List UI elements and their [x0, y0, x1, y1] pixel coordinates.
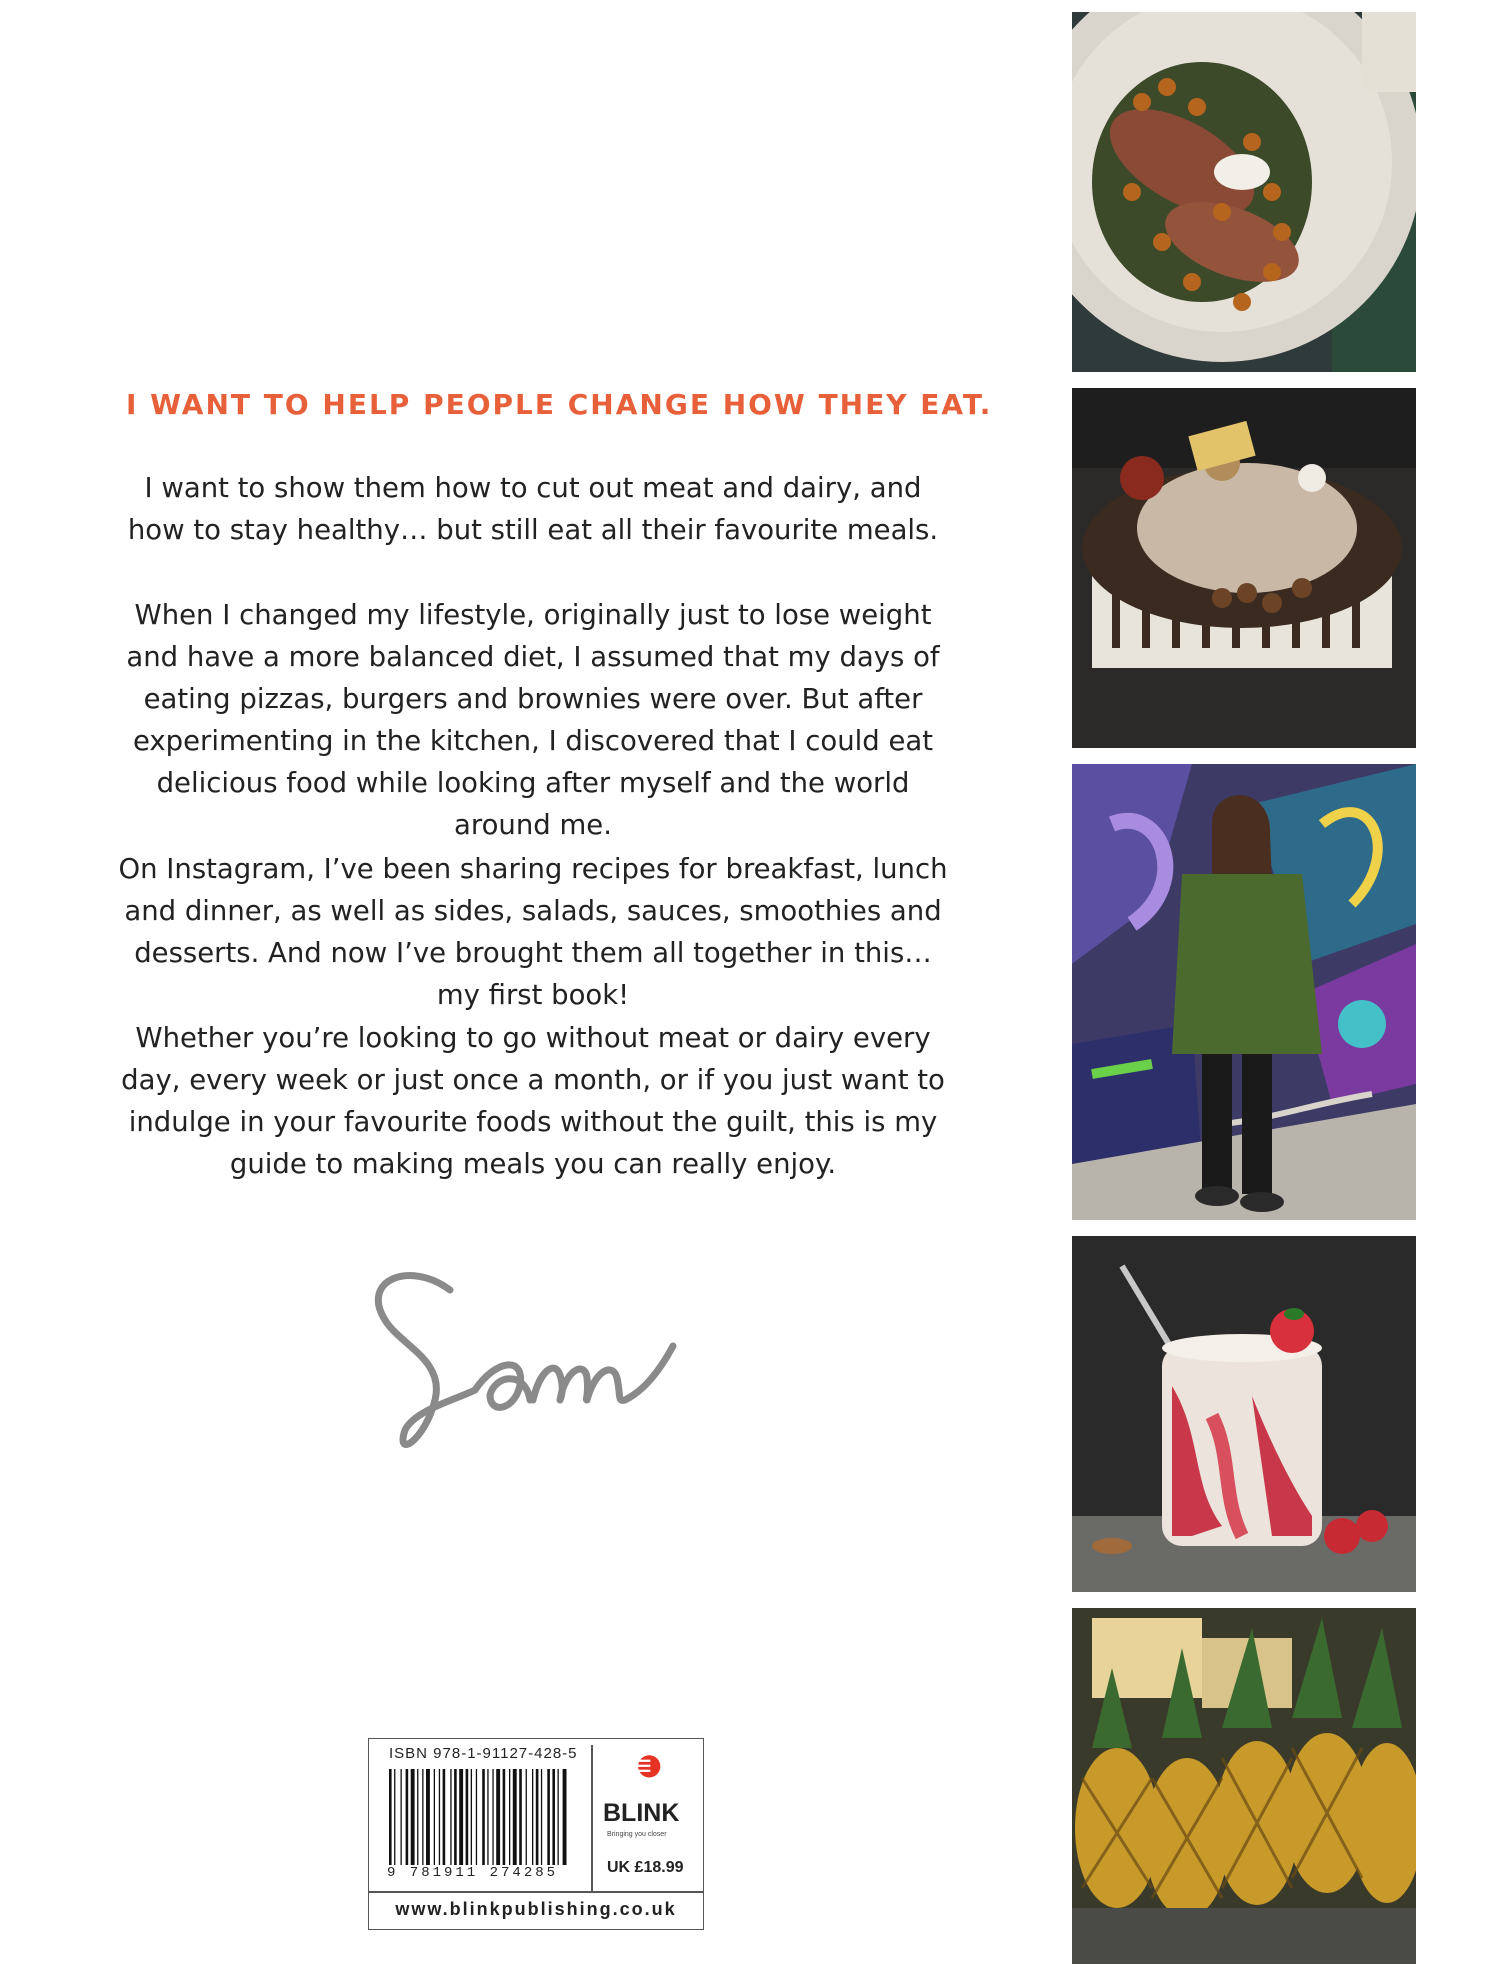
publisher-website: www.blinkpublishing.co.uk — [395, 1899, 677, 1919]
guide-paragraph: Whether you’re looking to go without meat or dairy every day, every week or just once a month, or if you just want to indulge in your favourite foods without the guilt, this is my guide to making meals you can really enjoy. — [121, 1022, 945, 1180]
photo-author-graffiti-wall — [1072, 764, 1416, 1220]
price-label: UK £18.99 — [607, 1859, 684, 1876]
barcode-digits: 9 781911 274285 — [387, 1865, 559, 1881]
photo-decorated-cake — [1072, 388, 1416, 748]
panel-divider-vertical — [591, 1745, 593, 1891]
blink-logo-icon — [607, 1753, 687, 1803]
photo-sweet-potato-chickpeas — [1072, 12, 1416, 372]
intro-paragraph: I want to show them how to cut out meat and dairy, and how to stay healthy… but still eat all their favourite meals. — [127, 472, 939, 546]
photo-pineapples-market — [1072, 1608, 1416, 1964]
photo-strawberry-smoothie — [1072, 1236, 1416, 1592]
panel-divider-horizontal — [369, 1891, 703, 1893]
lifestyle-paragraph: When I changed my lifestyle, originally just to lose weight and have a more balanced diet, I assumed that my days of eating pizzas, burgers and brownies were over. But after experimenting in the kitchen, I discovered that I could eat delicious food while looking after myself and the world around me. — [126, 599, 940, 841]
instagram-paragraph: On Instagram, I’ve been sharing recipes for breakfast, lunch and dinner, as well as sides, salads, sauces, smoothies and desserts. And now I’ve brought them all together in this… my first book! — [118, 853, 948, 1011]
barcode-bars — [387, 1769, 567, 1869]
isbn-number: ISBN 978-1-91127-428-5 — [389, 1745, 578, 1762]
publisher-name: BLINK — [603, 1799, 680, 1827]
publisher-tagline: Bringing you closer — [607, 1831, 667, 1838]
signature — [355, 1250, 715, 1490]
tagline-heading: I WANT TO HELP PEOPLE CHANGE HOW THEY EAT. — [126, 388, 993, 421]
barcode-panel — [368, 1738, 704, 1930]
